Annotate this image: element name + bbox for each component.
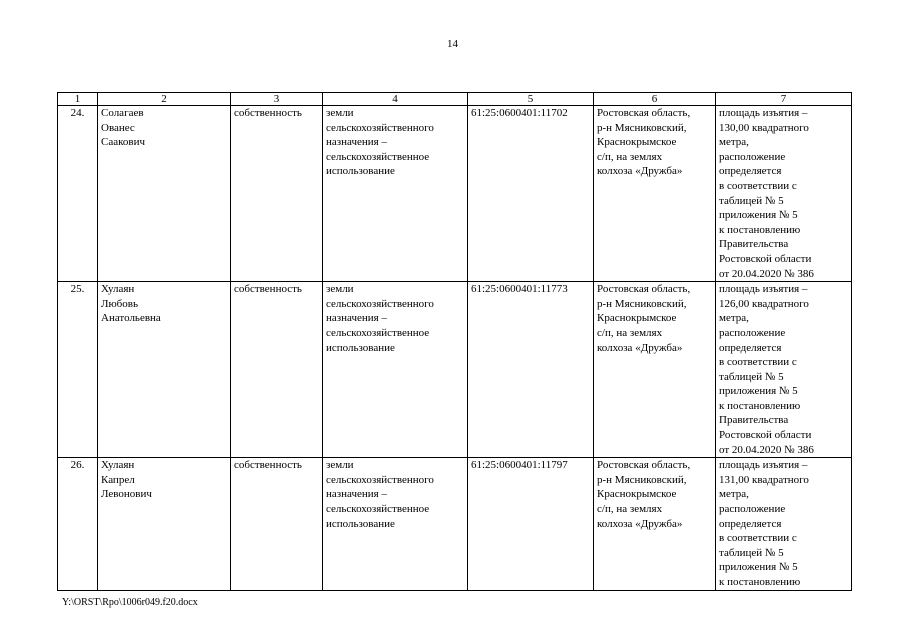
cell-line: Ростовской области bbox=[719, 429, 812, 442]
cell-line: 126,00 квадратного bbox=[719, 297, 809, 310]
cell-line: таблицей № 5 bbox=[719, 194, 784, 207]
address-cell bbox=[594, 282, 716, 458]
cell-line: расположение bbox=[719, 150, 786, 163]
cell-line: Любовь bbox=[101, 297, 138, 310]
cell-line: Хулаян bbox=[101, 459, 135, 472]
cell-line: р-н Мясниковский, bbox=[597, 121, 687, 134]
cell-line: колхоза «Дружба» bbox=[597, 517, 683, 530]
column-header: 2 bbox=[98, 93, 231, 106]
cell-line: 130,00 квадратного bbox=[719, 121, 809, 134]
row-number-cell: 24. bbox=[58, 106, 98, 282]
address-cell bbox=[594, 106, 716, 282]
cell-line: использование bbox=[326, 341, 395, 354]
row-number-cell: 26. bbox=[58, 458, 98, 590]
cell-line: метра, bbox=[719, 312, 749, 325]
owner-name-cell bbox=[98, 106, 231, 282]
cell-line: Солагаев bbox=[101, 107, 144, 119]
cell-line: сельскохозяйственного bbox=[326, 121, 434, 134]
page-number: 14 bbox=[447, 38, 458, 50]
cell-line: Ростовской области bbox=[719, 252, 812, 265]
cell-line: Краснокрымское bbox=[597, 312, 677, 325]
cell-line: с/п, на землях bbox=[597, 150, 663, 163]
cell-line: назначения – bbox=[326, 136, 387, 149]
cell-line: метра, bbox=[719, 488, 749, 501]
cell-line: расположение bbox=[719, 326, 786, 339]
cell-line: приложения № 5 bbox=[719, 209, 798, 222]
table-row bbox=[58, 458, 852, 590]
cell-line: Анатольевна bbox=[101, 312, 161, 325]
cell-line: с/п, на землях bbox=[597, 503, 663, 516]
cell-line: расположение bbox=[719, 503, 786, 516]
note-cell bbox=[716, 106, 852, 282]
row-number-cell: 25. bbox=[58, 282, 98, 458]
address-cell bbox=[594, 458, 716, 590]
cell-line: таблицей № 5 bbox=[719, 546, 784, 559]
cell-line: колхоза «Дружба» bbox=[597, 341, 683, 354]
cell-line: Правительства bbox=[719, 238, 789, 251]
cell-line: Краснокрымское bbox=[597, 136, 677, 149]
right-type-cell: собственность bbox=[231, 282, 323, 458]
cell-line: Капрел bbox=[101, 473, 135, 486]
table-row bbox=[58, 282, 852, 458]
owner-name-cell bbox=[98, 282, 231, 458]
cell-line: Ованес bbox=[101, 121, 135, 134]
cell-line: сельскохозяйственное bbox=[326, 326, 430, 339]
cell-line: р-н Мясниковский, bbox=[597, 297, 687, 310]
cell-line: Ростовская область, bbox=[597, 459, 691, 472]
cell-line: земли bbox=[326, 107, 354, 119]
cell-line: определяется bbox=[719, 165, 782, 178]
cell-line: Правительства bbox=[719, 414, 789, 427]
cell-line: сельскохозяйственное bbox=[326, 150, 430, 163]
cell-line: использование bbox=[326, 517, 395, 530]
cell-line: площадь изъятия – bbox=[719, 107, 808, 119]
cell-line: в соответствии с bbox=[719, 356, 797, 369]
cell-line: площадь изъятия – bbox=[719, 459, 808, 472]
cell-line: Левонович bbox=[101, 488, 152, 501]
cell-line: сельскохозяйственного bbox=[326, 473, 434, 486]
cell-line: сельскохозяйственное bbox=[326, 503, 430, 516]
column-header: 1 bbox=[58, 93, 98, 106]
column-header: 4 bbox=[323, 93, 468, 106]
cell-line: назначения – bbox=[326, 488, 387, 501]
owner-name-cell bbox=[98, 458, 231, 590]
cadastral-number-cell: 61:25:0600401:11702 bbox=[468, 106, 594, 282]
cell-line: сельскохозяйственного bbox=[326, 297, 434, 310]
cell-line: к постановлению bbox=[719, 399, 801, 412]
footer-file-path: Y:\ORST\Rpo\1006r049.f20.docx bbox=[62, 597, 198, 608]
land-category-cell bbox=[323, 282, 468, 458]
note-cell bbox=[716, 458, 852, 590]
column-header: 6 bbox=[594, 93, 716, 106]
land-category-cell bbox=[323, 458, 468, 590]
cell-line: Саакович bbox=[101, 136, 145, 149]
column-header: 7 bbox=[716, 93, 852, 106]
column-header: 5 bbox=[468, 93, 594, 106]
cell-line: метра, bbox=[719, 136, 749, 149]
cell-line: с/п, на землях bbox=[597, 326, 663, 339]
cell-line: определяется bbox=[719, 517, 782, 530]
cell-line: земли bbox=[326, 459, 354, 472]
cell-line: Ростовская область, bbox=[597, 107, 691, 119]
table-row bbox=[58, 106, 852, 282]
cell-line: от 20.04.2020 № 386 bbox=[719, 443, 814, 456]
column-numbers-row bbox=[58, 93, 852, 106]
cell-line: Ростовская область, bbox=[597, 283, 691, 296]
cell-line: от 20.04.2020 № 386 bbox=[719, 267, 814, 280]
cell-line: в соответствии с bbox=[719, 179, 797, 192]
cell-line: Краснокрымское bbox=[597, 488, 677, 501]
cell-line: назначения – bbox=[326, 312, 387, 325]
land-plots-table bbox=[57, 92, 852, 591]
cell-line: площадь изъятия – bbox=[719, 283, 808, 296]
cell-line: земли bbox=[326, 283, 354, 296]
right-type-cell: собственность bbox=[231, 106, 323, 282]
cadastral-number-cell: 61:25:0600401:11773 bbox=[468, 282, 594, 458]
column-header: 3 bbox=[231, 93, 323, 106]
cell-line: колхоза «Дружба» bbox=[597, 165, 683, 178]
cadastral-number-cell: 61:25:0600401:11797 bbox=[468, 458, 594, 590]
cell-line: приложения № 5 bbox=[719, 385, 798, 398]
cell-line: определяется bbox=[719, 341, 782, 354]
cell-line: в соответствии с bbox=[719, 532, 797, 545]
right-type-cell: собственность bbox=[231, 458, 323, 590]
table-body bbox=[58, 106, 852, 591]
cell-line: к постановлению bbox=[719, 223, 801, 236]
land-category-cell bbox=[323, 106, 468, 282]
cell-line: к постановлению bbox=[719, 576, 801, 588]
cell-line: 131,00 квадратного bbox=[719, 473, 809, 486]
cell-line: приложения № 5 bbox=[719, 561, 798, 574]
cell-line: р-н Мясниковский, bbox=[597, 473, 687, 486]
cell-line: использование bbox=[326, 165, 395, 178]
cell-line: таблицей № 5 bbox=[719, 370, 784, 383]
note-cell bbox=[716, 282, 852, 458]
cell-line: Хулаян bbox=[101, 283, 135, 296]
